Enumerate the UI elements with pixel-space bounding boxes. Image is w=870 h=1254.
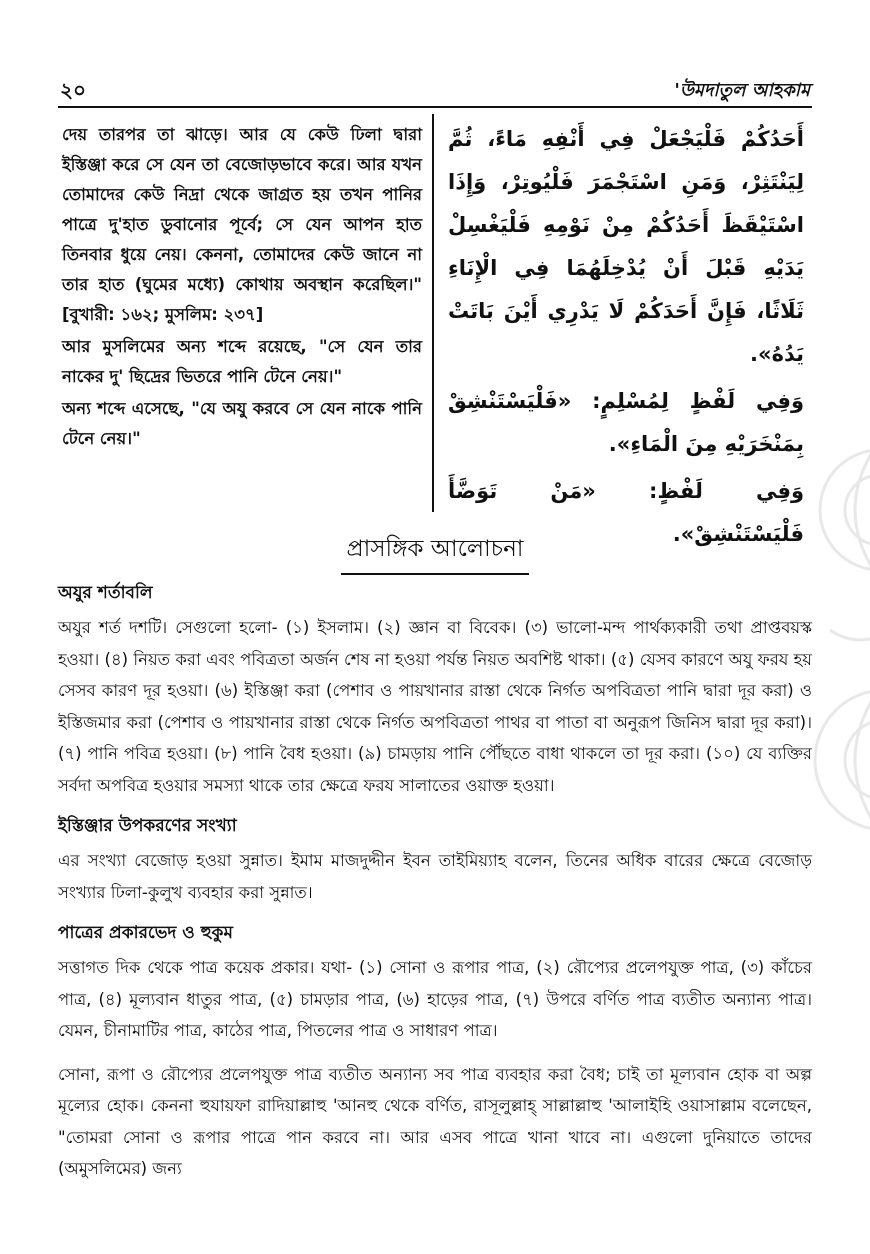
two-column-block bbox=[58, 114, 812, 546]
body-paragraph: সত্তাগত দিক থেকে পাত্র কয়েক প্রকার। যথা- (১) সোনা ও রূপার পাত্র, (২) রৌপ্যের প্রলেপযুক্ত পাত্র, (৩) কাঁচের পাত্র, (৪) মূল্যবান ধাতুর পাত্র, (৫) চামড়ার পাত্র, (৬) হাড়ের পাত্র, (৭) উপরে বর্ণিত পাত্র ব্যতীত অন্যান্য পাত্র। যেমন, চীনামাটির পাত্র, কাঠের পাত্র, পিতলের পাত্র ও সাধারণ পাত্র। bbox=[58, 958, 812, 1040]
arabic-paragraph: وَفِي لَفْظٍ: «مَنْ تَوَضَّأَ فَلْيَسْتَنْشِقْ». bbox=[448, 479, 804, 546]
page-number: ২০ bbox=[60, 78, 87, 102]
arabic-paragraph: وَفِي لَفْظٍ لِمُسْلِمٍ: «فَلْيَسْتَنْشِقْ بِمَنْخَرَيْهِ مِنَ الْمَاءِ». bbox=[448, 389, 804, 456]
page-header bbox=[58, 72, 812, 108]
section-title bbox=[0, 530, 870, 575]
section-title-text: প্রাসঙ্গিক আলোচনা bbox=[341, 530, 530, 575]
subsection-heading: পাত্রের প্রকারভেদ ও হুকুম bbox=[58, 923, 233, 943]
body-paragraph: সোনা, রূপা ও রৌপ্যের প্রলেপযুক্ত পাত্র ব্যতীত অন্যান্য সব পাত্র ব্যবহার করা বৈধ; চাই তা মূল্যবান হোক বা অল্প মূল্যের হোক। কেননা হুযায়ফা রাদিয়াল্লাহু 'আনহু থেকে বর্ণিত, রাসূলুল্লাহ্ সাল্লাল্লাহু 'আলাইহি ওয়াসাল্লাম বলেছেন, "তোমরা সোনা ও রূপার পাত্রে পান করবে না। আর এসব পাত্রে খানা খাবে না। এগুলো দুনিয়াতে তাদের (অমুসলিমের) জন্য bbox=[58, 1064, 812, 1178]
translation-paragraph: দেয় তারপর তা ঝাড়ে। আর যে কেউ ঢিলা দ্বারা ইস্তিঞ্জা করে সে যেন তা বেজোড়ভাবে করে। আর যখন তোমাদের কেউ নিদ্রা থেকে জাগ্রত হয় তখন পানির পাত্রে দু'হাত ডুবানোর পূর্বে; সে যেন আপন হাত তিনবার ধুয়ে নেয়। কেননা, তোমাদের কেউ জানে না তার হাত (ঘুমের মধ্যে) কোথায় অবস্থান করেছিল।" [বুখারী: ১৬২; মুসলিম: ২৩৭] bbox=[62, 125, 422, 324]
subsection-heading: ইস্তিঞ্জার উপকরণের সংখ্যা bbox=[58, 816, 237, 836]
translation-paragraph: অন্য শব্দে এসেছে, "যে অযু করবে সে যেন নাকে পানি টেনে নেয়।" bbox=[62, 399, 422, 448]
translation-paragraph: আর মুসলিমের অন্য শব্দে রয়েছে, "সে যেন তার নাকের দু' ছিদ্রের ভিতরে পানি টেনে নেয়।" bbox=[62, 337, 422, 386]
discussion-body bbox=[58, 572, 812, 1197]
body-paragraph: এর সংখ্যা বেজোড় হওয়া সুন্নাত। ইমাম মাজদুদ্দীন ইবন তাইমিয়্যাহ বলেন, তিনের অধিক বারের ক্ষেত্রে বেজোড় সংখ্যার ঢিলা-কুলুখ ব্যবহার করা সুন্নাত। bbox=[58, 851, 812, 902]
book-title: 'উমদাতুল আহকাম bbox=[674, 80, 810, 101]
arabic-paragraph: أَحَدُكُمْ فَلْيَجْعَلْ فِي أَنْفِهِ مَاءً، ثُمَّ لِيَنْتَثِرْ، وَمَنِ اسْتَجْمَرَ فَلْيُوتِرْ، وَإِذَا اسْتَيْقَظَ أَحَدُكُمْ مِنْ نَوْمِهِ فَلْيَغْسِلْ يَدَيْهِ قَبْلَ أَنْ يُدْخِلَهُمَا فِي الْإِنَاءِ ثَلَاثًا، فَإِنَّ أَحَدَكُمْ لَا يَدْرِي أَيْنَ بَاتَتْ يَدُهُ». bbox=[448, 127, 804, 366]
subsection-heading: অযুর শর্তাবলি bbox=[58, 583, 153, 603]
arabic-text-column bbox=[448, 118, 804, 560]
column-divider bbox=[432, 114, 434, 512]
bengali-translation-column bbox=[62, 120, 422, 456]
body-paragraph: অযুর শর্ত দশটি। সেগুলো হলো- (১) ইসলাম। (২) জ্ঞান বা বিবেক। (৩) ভালো-মন্দ পার্থক্যকারী তথা প্রাপ্তবয়স্ক হওয়া। (৪) নিয়ত করা এবং পবিত্রতা অর্জন শেষ না হওয়া পর্যন্ত নিয়ত অবশিষ্ট থাকা। (৫) যেসব কারণে অযু ফরয হয় সেসব কারণ দূর হওয়া। (৬) ইস্তিঞ্জা করা (পেশাব ও পায়খানার রাস্তা থেকে নির্গত অপবিত্রতা পানি দ্বারা দূর করা) ও ইস্তিজমার করা (পেশাব ও পায়খানার রাস্তা থেকে নির্গত অপবিত্রতা পাথর বা পাতা বা অনুরূপ জিনিস দ্বারা দূর করা)। (৭) পানি পবিত্র হওয়া। (৮) পানি বৈধ হওয়া। (৯) চামড়ায় পানি পৌঁছতে বাধা থাকলে তা দূর করা। (১০) যে ব্যক্তির সর্বদা অপবিত্র হওয়ার সমস্যা থাকে তার ক্ষেত্রে ফরয সালাতের ওয়াক্ত হওয়া। bbox=[58, 618, 812, 795]
